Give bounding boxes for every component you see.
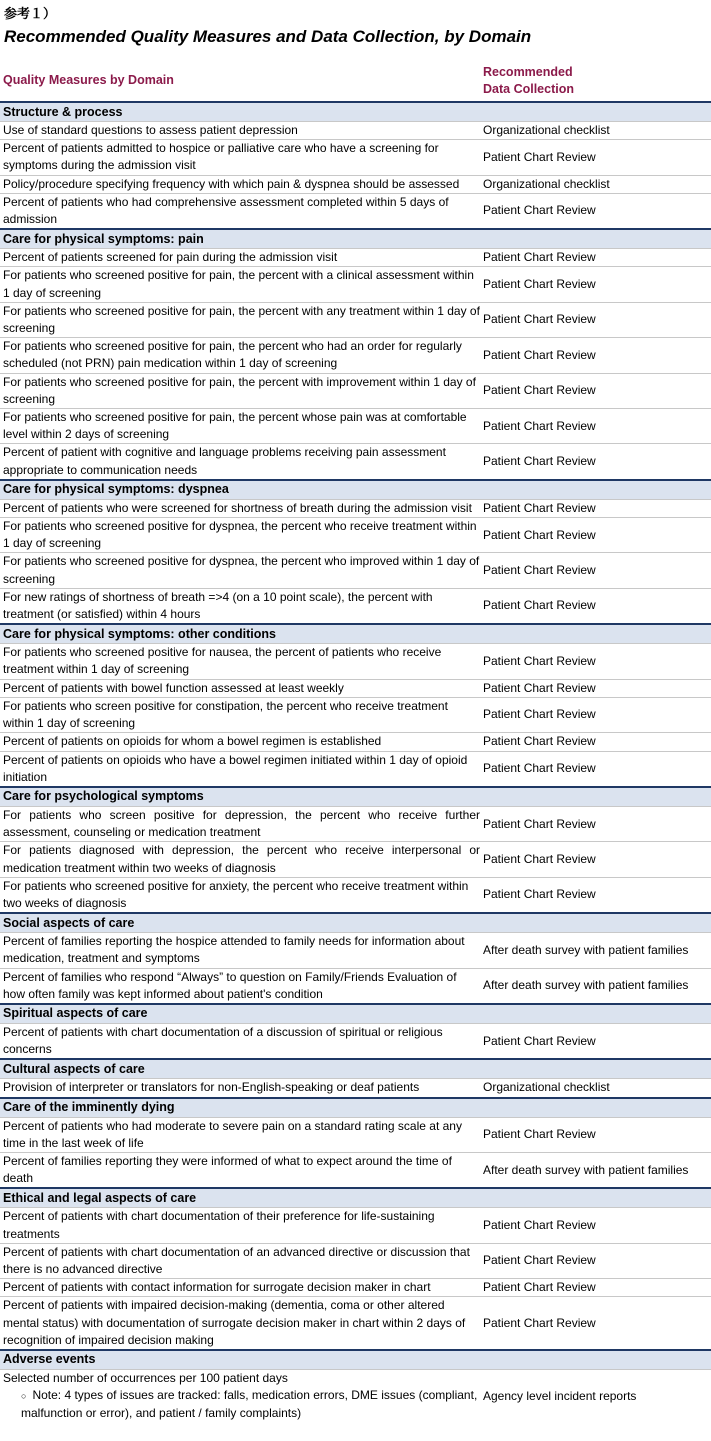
header-quality-measures: Quality Measures by Domain bbox=[3, 73, 174, 87]
measure-text: Percent of patients with chart documentation of their preference for life-sustaining treatments bbox=[3, 1209, 435, 1241]
header-data-collection-line2: Data Collection bbox=[483, 82, 574, 96]
measure-note bbox=[3, 1387, 480, 1422]
table-row bbox=[0, 733, 711, 751]
data-collection-cell: Patient Chart Review bbox=[480, 302, 711, 337]
table-row bbox=[0, 140, 711, 175]
table-row bbox=[0, 1079, 711, 1098]
measure-text: For patients who screened positive for dyspnea, the percent who receive treatment within 1 day of screening bbox=[3, 519, 477, 551]
measure-text: Percent of patients with impaired decision-making (dementia, coma or other altered mental status) with documentation of surrogate decision maker in chart within 2 days of recognition of impaired decision making bbox=[3, 1298, 466, 1347]
table-row bbox=[0, 1117, 711, 1152]
measure-cell bbox=[0, 122, 480, 140]
section-header bbox=[0, 1350, 711, 1370]
measure-cell bbox=[0, 968, 480, 1004]
data-collection-cell: Patient Chart Review bbox=[480, 1297, 711, 1350]
measure-cell bbox=[0, 933, 480, 968]
table-header bbox=[0, 63, 711, 101]
table-row bbox=[0, 588, 711, 624]
measure-cell bbox=[0, 193, 480, 229]
section-title: Care for physical symptoms: pain bbox=[0, 229, 711, 249]
measure-cell bbox=[0, 444, 480, 480]
measure-text: Use of standard questions to assess patient depression bbox=[3, 123, 298, 137]
section-title: Structure & process bbox=[0, 102, 711, 122]
measure-cell bbox=[0, 1023, 480, 1059]
measure-text: For patients who screened positive for pain, the percent who had an order for regularly scheduled (not PRN) pain medication within 1 day of screening bbox=[3, 339, 462, 371]
measure-cell bbox=[0, 553, 480, 588]
data-collection-cell: Patient Chart Review bbox=[480, 842, 711, 877]
measure-text: Percent of families reporting they were informed of what to expect around the time of death bbox=[3, 1153, 452, 1186]
table-row bbox=[0, 644, 711, 679]
measure-cell bbox=[0, 697, 480, 732]
measure-cell bbox=[0, 733, 480, 751]
data-collection-cell: Patient Chart Review bbox=[480, 877, 711, 913]
data-collection-cell: Organizational checklist bbox=[480, 122, 711, 140]
measure-cell bbox=[0, 1208, 480, 1243]
data-collection-cell: After death survey with patient families bbox=[480, 933, 711, 968]
section-header bbox=[0, 229, 711, 249]
table-row bbox=[0, 409, 711, 444]
measure-text: For patients who screen positive for constipation, the percent who receive treatment within 1 day of screening bbox=[3, 698, 448, 731]
table-row bbox=[0, 175, 711, 193]
data-collection-cell: Patient Chart Review bbox=[480, 338, 711, 373]
measure-text: Percent of families reporting the hospice attended to family needs for information about medication, treatment and symptoms bbox=[3, 934, 465, 966]
section-header bbox=[0, 102, 711, 122]
data-collection-cell: Patient Chart Review bbox=[480, 751, 711, 787]
measure-cell bbox=[0, 1279, 480, 1297]
measure-text: Percent of patients on opioids for whom a bowel regimen is established bbox=[3, 734, 382, 749]
table-row bbox=[0, 968, 711, 1004]
data-collection-cell: Patient Chart Review bbox=[480, 249, 711, 267]
table-row bbox=[0, 1369, 711, 1422]
section-title: Cultural aspects of care bbox=[0, 1059, 711, 1079]
section-title: Care for physical symptoms: dyspnea bbox=[0, 480, 711, 500]
table-row bbox=[0, 1208, 711, 1243]
table-row bbox=[0, 553, 711, 588]
section-title: Care for psychological symptoms bbox=[0, 787, 711, 807]
table-row bbox=[0, 1279, 711, 1297]
table-row bbox=[0, 518, 711, 553]
table-row bbox=[0, 267, 711, 302]
data-collection-cell: Patient Chart Review bbox=[480, 267, 711, 302]
measure-cell bbox=[0, 644, 480, 679]
measure-cell bbox=[0, 1243, 480, 1278]
measure-text: Percent of patients with contact information for surrogate decision maker in chart bbox=[3, 1280, 431, 1295]
data-collection-cell: After death survey with patient families bbox=[480, 1152, 711, 1188]
quality-measures-table bbox=[0, 101, 711, 1423]
measure-text: For patients who screened positive for anxiety, the percent who receive treatment within two weeks of diagnosis bbox=[3, 878, 469, 910]
measure-text: For patients diagnosed with depression, the percent who receive interpersonal or medication treatment within two weeks of diagnosis bbox=[3, 843, 480, 875]
data-collection-cell: Patient Chart Review bbox=[480, 1117, 711, 1152]
data-collection-cell: Patient Chart Review bbox=[480, 1243, 711, 1278]
section-header bbox=[0, 1098, 711, 1118]
data-collection-cell: Patient Chart Review bbox=[480, 409, 711, 444]
table-row bbox=[0, 842, 711, 877]
table-row bbox=[0, 193, 711, 229]
measure-cell bbox=[0, 842, 480, 877]
measure-cell bbox=[0, 140, 480, 175]
table-row bbox=[0, 302, 711, 337]
table-row bbox=[0, 679, 711, 697]
data-collection-cell: Patient Chart Review bbox=[480, 733, 711, 751]
section-header bbox=[0, 913, 711, 933]
measure-cell bbox=[0, 1152, 480, 1188]
measure-cell bbox=[0, 679, 480, 697]
measure-cell bbox=[0, 373, 480, 408]
table-row bbox=[0, 1023, 711, 1059]
measure-text: For new ratings of shortness of breath =>4 (on a 10 point scale), the percent with treatment (or satisfied) within 4 hours bbox=[3, 589, 433, 622]
measure-text: Percent of families who respond “Always” to question on Family/Friends Evaluation of how often family was kept informed about patient's condition bbox=[3, 969, 457, 1001]
data-collection-cell: Organizational checklist bbox=[480, 1079, 711, 1098]
section-header bbox=[0, 480, 711, 500]
measure-text: For patients who screened positive for pain, the percent with any treatment within 1 day of screening bbox=[3, 303, 480, 336]
data-collection-cell: Organizational checklist bbox=[480, 175, 711, 193]
table-row bbox=[0, 1243, 711, 1278]
measure-text: Percent of patients who had moderate to severe pain on a standard rating scale at any time in the last week of life bbox=[3, 1118, 462, 1150]
header-data-collection-line1: Recommended bbox=[483, 65, 573, 79]
section-title: Care for physical symptoms: other conditions bbox=[0, 624, 711, 644]
header-data-collection bbox=[483, 64, 574, 98]
measure-cell bbox=[0, 751, 480, 787]
data-collection-cell: Patient Chart Review bbox=[480, 193, 711, 229]
table-row bbox=[0, 806, 711, 841]
measure-text: Selected number of occurrences per 100 patient days bbox=[3, 1370, 288, 1385]
table-row bbox=[0, 338, 711, 373]
section-header bbox=[0, 1188, 711, 1208]
section-title: Ethical and legal aspects of care bbox=[0, 1188, 711, 1208]
table-row bbox=[0, 1297, 711, 1350]
data-collection-cell: Patient Chart Review bbox=[480, 806, 711, 841]
measure-text: For patients who screen positive for depression, the percent who receive further assessment, counseling or medication treatment bbox=[3, 807, 480, 840]
data-collection-cell: Patient Chart Review bbox=[480, 1279, 711, 1297]
measure-text: Percent of patient with cognitive and language problems receiving pain assessment appropriate to communication needs bbox=[3, 445, 446, 477]
table-row bbox=[0, 444, 711, 480]
section-header bbox=[0, 1004, 711, 1024]
data-collection-cell: Patient Chart Review bbox=[480, 444, 711, 480]
measure-text: For patients who screened positive for dyspnea, the percent who improved within 1 day of screening bbox=[3, 554, 480, 586]
data-collection-cell: Patient Chart Review bbox=[480, 697, 711, 732]
data-collection-cell: Patient Chart Review bbox=[480, 373, 711, 408]
section-title: Adverse events bbox=[0, 1350, 711, 1370]
table-row bbox=[0, 499, 711, 517]
table-row bbox=[0, 373, 711, 408]
measure-text: For patients who screened positive for pain, the percent with improvement within 1 day of screening bbox=[3, 374, 476, 406]
section-title: Spiritual aspects of care bbox=[0, 1004, 711, 1024]
data-collection-cell: Patient Chart Review bbox=[480, 140, 711, 175]
measure-cell bbox=[0, 1297, 480, 1350]
section-title: Care of the imminently dying bbox=[0, 1098, 711, 1118]
section-title: Social aspects of care bbox=[0, 913, 711, 933]
measure-cell bbox=[0, 1117, 480, 1152]
measure-cell bbox=[0, 806, 480, 841]
table-row bbox=[0, 1152, 711, 1188]
data-collection-cell: Agency level incident reports bbox=[480, 1369, 711, 1422]
data-collection-cell: Patient Chart Review bbox=[480, 553, 711, 588]
measure-text: Percent of patients with chart documentation of an advanced directive or discussion that there is no advanced directive bbox=[3, 1244, 470, 1276]
measure-cell bbox=[0, 1369, 480, 1422]
measure-text: Provision of interpreter or translators for non-English-speaking or deaf patients bbox=[3, 1080, 420, 1095]
measure-cell bbox=[0, 302, 480, 337]
data-collection-cell: Patient Chart Review bbox=[480, 679, 711, 697]
measure-text: For patients who screened positive for pain, the percent whose pain was at comfortable level within 2 days of screening bbox=[3, 410, 467, 442]
measure-text: Percent of patients who had comprehensive assessment completed within 5 days of admission bbox=[3, 194, 449, 227]
section-header bbox=[0, 787, 711, 807]
measure-text: For patients who screened positive for pain, the percent with a clinical assessment within 1 day of screening bbox=[3, 268, 474, 300]
table-row bbox=[0, 877, 711, 913]
section-header bbox=[0, 1059, 711, 1079]
measure-cell bbox=[0, 588, 480, 624]
measure-text: Percent of patients on opioids who have a bowel regimen initiated within 1 day of opioid initiation bbox=[3, 752, 468, 784]
measure-cell bbox=[0, 267, 480, 302]
measure-cell bbox=[0, 499, 480, 517]
measure-text: For patients who screened positive for nausea, the percent of patients who receive treatment within 1 day of screening bbox=[3, 645, 442, 677]
measure-cell bbox=[0, 518, 480, 553]
page-title: Recommended Quality Measures and Data Collection, by Domain bbox=[4, 27, 532, 46]
data-collection-cell: Patient Chart Review bbox=[480, 588, 711, 624]
data-collection-cell: Patient Chart Review bbox=[480, 644, 711, 679]
table-row bbox=[0, 122, 711, 140]
note-text: Note: 4 types of issues are tracked: falls, medication errors, DME issues (compliant, malfunction or error), and patient / family complaints) bbox=[21, 1388, 478, 1421]
measure-cell bbox=[0, 877, 480, 913]
measure-text: Percent of patients screened for pain during the admission visit bbox=[3, 250, 338, 265]
table-row bbox=[0, 751, 711, 787]
data-collection-cell: Patient Chart Review bbox=[480, 1023, 711, 1059]
measure-text: Percent of patients who were screened for shortness of breath during the admission visit bbox=[3, 500, 472, 515]
data-collection-cell: After death survey with patient families bbox=[480, 968, 711, 1004]
reference-prefix: 参考１） bbox=[4, 7, 57, 22]
data-collection-cell: Patient Chart Review bbox=[480, 1208, 711, 1243]
measure-text: Policy/procedure specifying frequency with which pain & dyspnea should be assessed bbox=[3, 176, 460, 191]
table-row bbox=[0, 933, 711, 968]
measure-cell bbox=[0, 409, 480, 444]
data-collection-cell: Patient Chart Review bbox=[480, 518, 711, 553]
measure-text: Percent of patients with chart documentation of a discussion of spiritual or religious concerns bbox=[3, 1024, 443, 1057]
table-row bbox=[0, 249, 711, 267]
table-row bbox=[0, 697, 711, 732]
measure-cell bbox=[0, 1079, 480, 1098]
bullet-icon: ○ bbox=[21, 1391, 27, 1402]
measure-text: Percent of patients admitted to hospice or palliative care who have a screening for symptoms during the admission visit bbox=[3, 141, 439, 173]
measure-text: Percent of patients with bowel function assessed at least weekly bbox=[3, 680, 344, 695]
measure-cell bbox=[0, 338, 480, 373]
measure-cell bbox=[0, 249, 480, 267]
data-collection-cell: Patient Chart Review bbox=[480, 499, 711, 517]
measure-cell bbox=[0, 175, 480, 193]
section-header bbox=[0, 624, 711, 644]
